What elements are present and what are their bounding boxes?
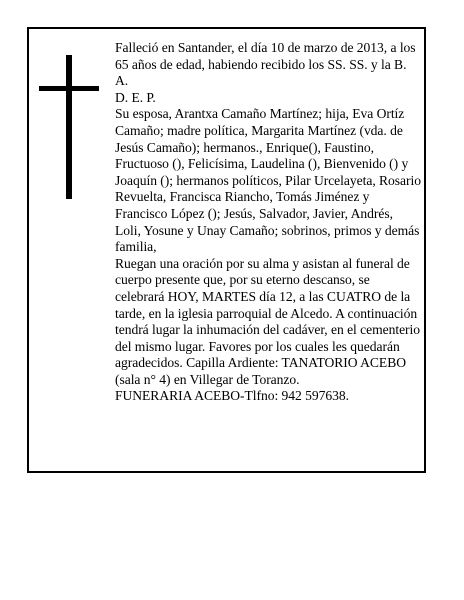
death-announcement: Falleció en Santander, el día 10 de marzo de 2013, a los 65 años de edad, habiendo recibido los SS. SS. y la B. A. <box>115 40 416 89</box>
funeral-details: Ruegan una oración por su alma y asistan al funeral de cuerpo presente que, por su eterno descanso, se celebrará HOY, MARTES día 12, a las CUATRO de la tarde, en la iglesia parroquial de Alcedo. A continuación tendrá lugar la inhumación del cadáver, en el cementerio del mismo lugar. Favores por los cuales les quedarán agradecidos. Capilla Ardiente: TANATORIO ACEBO (sala n° 4) en Villegar de Toranzo. <box>115 255 421 387</box>
obituary-text <box>115 40 421 405</box>
cross-horizontal-bar <box>39 86 99 91</box>
funeral-home-contact: FUNERARIA ACEBO-Tlfno: 942 597638. <box>115 388 349 404</box>
cross-vertical-bar <box>66 55 72 199</box>
cross-icon <box>39 55 99 199</box>
obituary-notice <box>27 27 426 473</box>
family-list: Su esposa, Arantxa Camaño Martínez; hija, Eva Ortíz Camaño; madre política, Margarita Martínez (vda. de Jesús Camaño); hermanos., Enrique(), Faustino, Fructuoso (), Felicísima, Laudelina (), Bienvenido () y Joaquín (); hermanos políticos, Pilar Urcelayeta, Rosario Revuelta, Francisca Riancho, Tomás Jiménez y Francisco López (); Jesús, Salvador, Javier, Andrés, Loli, Yosune y Unay Camaño; sobrinos, primos y demás familia, <box>115 106 421 255</box>
rest-in-peace: D. E. P. <box>115 89 156 105</box>
